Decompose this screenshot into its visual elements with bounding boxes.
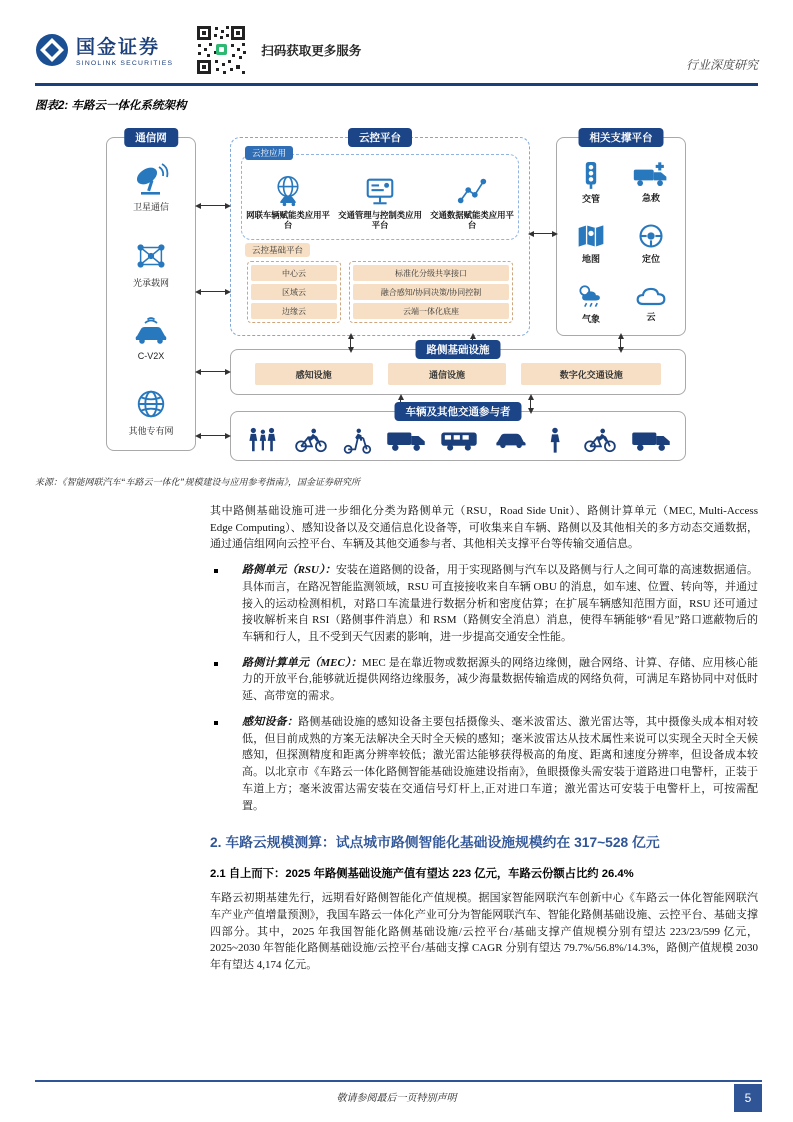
support-platform-box — [556, 132, 686, 336]
bullet-marker — [214, 569, 218, 573]
bullet-mec-title: 路侧计算单元（MEC）： — [242, 656, 362, 669]
footer-disclaimer: 敬请参阅最后一页特别声明 — [336, 1093, 457, 1104]
sinolink-logo-icon — [35, 33, 69, 67]
scan-qr-text: 扫码获取更多服务 — [261, 43, 362, 58]
base-cell-edge-cloud: 边缘云 — [251, 303, 337, 319]
bullet-mec-body: MEC 是在靠近物或数据源头的网络边缘侧，融合网络、计算、存储、应用核心能力的开放平台,能够就近提供网络边缘服务，减少海量数据传输造成的网络负荷，可满足车路协同中对低时延、高带宽的需求。 — [242, 656, 758, 703]
monitor-icon — [363, 174, 397, 208]
cloud-base-box — [241, 255, 519, 329]
section-2-heading: 2. 车路云规模测算：试点城市路侧智能化基础设施规模约在 317~528 亿元 — [210, 835, 660, 851]
participants-box — [230, 406, 686, 461]
footer-rule — [35, 1080, 762, 1082]
support-item-cloud: 云 — [621, 275, 681, 331]
scooter-icon — [342, 427, 372, 454]
page-number: 5 — [734, 1084, 762, 1112]
base-cell-regional-cloud: 区域云 — [251, 284, 337, 300]
bullet-rsu-text — [242, 562, 758, 646]
qr-code — [195, 24, 247, 76]
intro-paragraph: 其中路侧基础设施可进一步细化分类为路侧单元（RSU，Road Side Unit）、路侧计算单元（MEC, Multi-Access Edge Computing）、感知设备以及交通信息化设备等，可收集来自车辆、路侧以及其他相关的多方动态交通数据，通过通信组网向云控平台、车辆及其他交通参与者、其他相关支撑平台等传输交通信息。 — [210, 505, 758, 551]
map-icon — [576, 222, 606, 250]
base-cell-central-cloud: 中心云 — [251, 265, 337, 281]
network-nodes-icon — [134, 239, 168, 273]
cloud-support-arrow — [534, 233, 552, 234]
support-item-map: 地图 — [561, 216, 621, 272]
base-cell-standard-interface: 标准化分级共享接口 — [353, 265, 509, 281]
comm-item-satellite: 卫星通信 — [133, 163, 169, 213]
roadside-infra-box — [230, 344, 686, 395]
globe-icon — [134, 387, 168, 421]
cloud-base-left-group — [247, 261, 341, 323]
report-header — [35, 0, 758, 86]
comm-network-label: 通信网 — [124, 128, 178, 147]
cloud-platform-box — [230, 132, 530, 336]
cloud-icon — [635, 284, 667, 308]
bullet-rsu — [210, 562, 758, 646]
section-2-1-paragraph: 车路云初期基建先行，远期看好路侧智能化产值规模。据国家智能网联汽车创新中心《车路云一体化智能网联汽车产业产值增量预测》，我国车路云一体化产业可分为智能网联汽车、智能化路侧基础设施、云控平台、基础支撑四部分。其中，2025 年我国智能化路侧基础设施/云控平台/基础支撑产值规模分别有望达 223/23/599 亿元，2025~2030 年智能化路侧基础设施/云控平台/基础支撑 CAGR 分别有望达 79.7%/56.8%/14.3%，路侧产值规模 2030 年有望达 4,174 亿元。 — [210, 892, 758, 972]
bus-icon — [439, 429, 479, 452]
section-2-1-heading: 2.1 自上而下：2025 年路侧基础设施产值有望达 223 亿元，车路云份额占比约 26.4% — [210, 868, 634, 881]
comm-cloud-arrow — [201, 291, 225, 292]
comm-participants-arrow — [201, 435, 225, 436]
roadside-item-perception: 感知设施 — [255, 363, 373, 385]
support-item-traffic-police: 交管 — [561, 154, 621, 212]
figure-source: 来源：《智能网联汽车“车路云一体化”规模建设与应用参考指南》，国金证券研究所 — [35, 477, 361, 487]
app-item-vehicle-enable: 网联车辆赋能类应用平台 — [244, 174, 332, 230]
bullet-perception — [210, 714, 758, 814]
bullet-mec — [210, 655, 758, 705]
bullet-mec-text — [242, 655, 758, 705]
brand-name-en: SINOLINK SECURITIES — [76, 60, 174, 67]
globe-car-icon — [272, 174, 304, 208]
comm-item-private-network: 其他专有网 — [128, 387, 173, 437]
car-icon — [493, 430, 529, 450]
support-item-positioning: 定位 — [621, 216, 681, 272]
pedestrians-icon — [245, 427, 279, 453]
app-item-traffic-data: 交通数据赋能类应用平台 — [428, 174, 516, 230]
participants-label: 车辆及其他交通参与者 — [395, 402, 522, 421]
truck-icon — [386, 428, 426, 453]
system-architecture-diagram — [100, 121, 692, 467]
weather-icon — [575, 282, 607, 310]
ambulance-icon — [632, 161, 670, 189]
roadside-participants-arrow — [530, 400, 531, 408]
figure-title: 图表2: 车路云一体化系统架构 — [35, 100, 187, 112]
connected-car-icon — [131, 316, 171, 348]
comm-item-optical-network: 光承载网 — [133, 239, 169, 289]
cloud-apps-box — [241, 154, 519, 240]
satellite-dish-icon — [133, 163, 169, 197]
support-item-weather: 气象 — [561, 275, 621, 331]
cloud-base-right-group — [349, 261, 513, 323]
steering-wheel-icon — [637, 222, 665, 250]
bullet-marker — [214, 662, 218, 666]
bullet-rsu-title: 路侧单元（RSU）： — [242, 564, 336, 577]
comm-roadside-arrow — [201, 371, 225, 372]
bullet-perception-title: 感知设备： — [242, 715, 299, 728]
brand-logo — [35, 32, 173, 67]
pedestrian-icon — [542, 427, 568, 453]
roadside-item-communication: 通信设施 — [388, 363, 506, 385]
bullet-perception-body: 路侧基础设施的感知设备主要包括摄像头、毫米波雷达、激光雷达等，其中摄像头成本相对较低，但目前成熟的方案无法解决全天时全天候的感知；毫米波雷达从技术属性来说可以实现全天时全天候感知，但探测精度和距离分辨率较低；激光雷达能够获得极高的角度、距离和速度分辨率，但设备成本较高。以北京市《车路云一体化路侧智能基础设施建设指南》，鱼眼摄像头需安装于道路进口电警杆，正装于车道上方；毫米波雷达需安装在交通信号灯杆上,正对进口车道；激光雷达可安装于电警杆上，可按需配置。 — [242, 715, 759, 812]
app-item-traffic-mgmt: 交通管理与控制类应用平台 — [336, 174, 424, 230]
cloud-base-label: 云控基础平台 — [245, 243, 310, 257]
bullet-rsu-body: 安装在道路侧的设备，用于实现路侧与汽车以及路侧与行人之间可靠的高速数据通信。具体而言，在路况智能监测领域，RSU 可直接接收来自车辆 OBU 的消息，如车速、位置、转向等，并通过接入的运动检测相机，对路口车流量进行数据分析和密度估算；在扩展车辆感知范围方面，RSU 还可通过接收解析来自 RSI（路侧事件消息）和 RSM（路侧安全消息）消息，使得车辆能够“看见”路口遮蔽物后的车辆和行人，且不受到天气因素的影响，进一步提高交通安全性能。 — [242, 564, 758, 644]
base-cell-cloud-foundation: 云端一体化底座 — [353, 303, 509, 319]
comm-cloud-arrow — [201, 205, 225, 206]
comm-network-box — [106, 132, 196, 451]
support-item-ambulance: 急救 — [621, 154, 681, 212]
qr-code-icon — [195, 24, 247, 76]
cloud-platform-label: 云控平台 — [348, 128, 412, 147]
comm-item-cv2x: C-V2X — [131, 316, 171, 361]
support-roadside-arrow — [620, 339, 621, 347]
base-cell-fusion-perception: 融合感知/协同决策/协同控制 — [353, 284, 509, 300]
truck-icon — [631, 428, 671, 453]
cloud-apps-label: 云控应用 — [245, 146, 293, 160]
brand-text — [76, 32, 173, 67]
data-nodes-icon — [455, 174, 489, 208]
brand-name: 国金证券 — [76, 37, 161, 58]
bullet-marker — [214, 721, 218, 725]
cyclist-icon — [582, 427, 618, 453]
report-type-label: 行业深度研究 — [685, 58, 758, 72]
support-platform-label: 相关支撑平台 — [579, 128, 664, 147]
body-column — [210, 503, 758, 974]
cyclist-icon — [293, 427, 329, 453]
traffic-light-icon — [578, 160, 604, 190]
roadside-item-digital-traffic: 数字化交通设施 — [521, 363, 661, 385]
bullet-perception-text — [242, 714, 758, 814]
roadside-infra-label: 路侧基础设施 — [416, 340, 501, 359]
cloud-roadside-arrow — [350, 339, 351, 347]
